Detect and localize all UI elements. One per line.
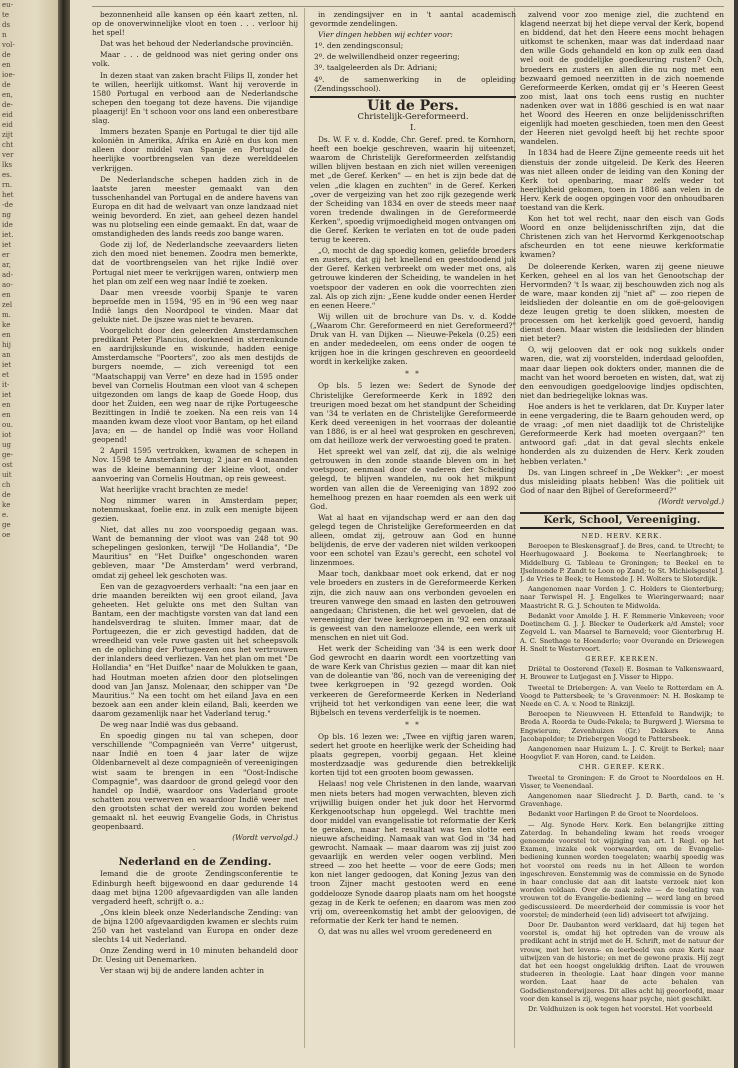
left-page-fragment: ge-	[2, 451, 13, 459]
left-page-fragment: rn.	[2, 181, 13, 189]
paragraph: Voorgelicht door den geleerden Amsterdamschen predikant Peter Plancius, doorkneed in sterrenkunde en aardrijkskunde en wiskunde, hadden eenige Amsterdamsche "Poorters", zoo als men destijds de burgers noemde, — zich vereenigd tot een "Maatschappij van Verre" en deze had in 1595 onder bevel van Cornelis Houtman een vloot van 4 schepen uitgezonden om langs de kaap de Goede Hoop, dus door het Zuiden, een weg naar de rijke Portugeesche Bezittingen in Indië te zoeken. Na een reis van 14 maanden kwam deze vloot voor Bantam, op het eiland Java; en — de handel op Indië was voor Holland geopend!	[92, 326, 298, 445]
column-1	[92, 10, 298, 1050]
left-page-fragment: uit	[2, 471, 12, 479]
paragraph: Niet, dat alles nu zoo voorspoedig gegaan was. Want de bemanning der vloot was van 248 tot 90 schepelingen geslonken, terwijl "De Hollandia", "De Mauritius" en "Het Duifke" ongeschonden waren gebleven, maar "De Amsterdam" werd verbrand, omdat zij geheel lek geschoten was.	[92, 525, 298, 580]
left-page-fragment: iot	[2, 431, 12, 439]
left-page-fragment: en	[2, 411, 11, 419]
left-page-fragment: m.	[2, 311, 11, 319]
left-page-fragment: iet.	[2, 231, 14, 239]
left-page-fragment: ad-	[2, 271, 14, 279]
left-page-fragment: zijt	[2, 131, 13, 139]
paragraph: O, dat was nu alles wel vroom geredeneerd en	[318, 926, 492, 936]
paragraph: Op bls. 16 lezen we: „Twee en vijftig jaren waren, sedert het groote en heerlijke werk der Scheiding had plaats gegrepen, voorbij gegaan. Het kleine mosterdzaadje was gedurende dien betrekkelijk korten tijd tot een grooten boom gewassen.	[310, 731, 516, 778]
column-2	[310, 10, 516, 1050]
section-heading-uit-de-pers: Uit de Pers.	[367, 97, 459, 114]
paragraph: Immers bezaten Spanje en Portugal te dier tijd alle koloniën in Amerika, Afrika en Azië en dus kon men alleen door middel van Spanje en Portugal de heerlijke voortbrengselen van deze werelddeelen verkrijgen.	[92, 127, 298, 173]
left-page-fragment: er	[2, 251, 10, 259]
notice-item: Dr. Veldhuizen is ook tegen het voorstel. Het voorbeeld	[528, 1005, 713, 1014]
left-page-fragment: de-	[2, 101, 13, 109]
left-page-fragment: ver	[2, 151, 14, 159]
left-page-fragment: ost	[2, 461, 13, 469]
left-page-fragment: ng	[2, 211, 11, 219]
to-be-continued: (Wordt vervolgd.)	[658, 496, 724, 506]
paragraph: En spoedig gingen nu tal van schepen, door verschillende "Compagnieën van Verre" uitgerust, naar Indië en toen 4 jaar later de wijze Oldenbarnevelt al deze compagnieën of vereenigingen wist saam te brengen in een "Oost-Indische Compagnie", was daardoor de grond gelegd voor den handel op Indië, waardoor ons Vaderland groote schatten zou verwerven en waardoor Indië weer met den grootsten schat der wereld zou worden bekend gemaakt nl. het eeuwig Evangelie Gods, in Christus geopenbaard.	[92, 731, 298, 832]
left-page-fragment: lks	[2, 161, 13, 169]
paragraph: „O, mocht de dag spoedig komen, geliefde broeders en zusters, dat gij het knellend en geestdoodend juk der Geref. Kerken verbreekt om weder met ons, als getrouwe kinderen der Scheiding, te wandelen in het voetspoor der vaderen en ook die voorrechten zien zal. Als op zich zijn: „Eene kudde onder eenen Herder en eenen Heere."	[310, 246, 516, 310]
paragraph: Ver staan wij bij de andere landen achter in	[100, 966, 265, 976]
left-page-fragment: cht	[2, 141, 14, 149]
left-page-fragment: de	[2, 81, 11, 89]
left-page-fragment: ke	[2, 321, 11, 329]
paragraph: Op bls. 5 lezen we: Sedert de Synode der Christelijke Gereformeerde Kerk in 1892 den treurigen moed bezat om het standpunt der Scheiding van '34 te verlaten en de Christelijke Gereformeerde Kerk deed vereenigen in het voorraas der doleantie van 1886, is er al heel wat gesproken en geschreven, om dat heilloze werk der verwoesting goed te praten.	[310, 381, 516, 446]
left-page-fragment: ioe-	[2, 71, 15, 79]
column-separator	[304, 8, 305, 1048]
left-page-fragment: oe	[2, 531, 11, 539]
subheading: NED. HERV. KERK.	[581, 532, 663, 541]
notice-item: Beroepen te Bleskensgraaf J. de Bres, cand. te Utrecht; te Heerhugowaard J. Boekema te Neerlangbroek; te Middelburg G. Tableau te Groningen; te Beekel en te IJselmonde P. Zandt te Loon op Zand; te St. Michielsgestel J. J. de Vries te Beek; te Hemstede J. H. Wolters te Sloterdijk.	[520, 542, 724, 584]
left-page-fragment: en	[2, 331, 11, 339]
notice-item: Bedankt voor Harlingen P. de Groot te Noordeloos.	[528, 810, 699, 819]
paragraph: De weg naar Indië was dus gebaand.	[100, 720, 239, 730]
left-page-fragment: et	[2, 371, 9, 379]
paragraph: Maar . . . de geldnood was niet gering onder ons volk.	[92, 50, 298, 69]
left-page-fragment: n	[2, 31, 7, 39]
list-intro: Vier dingen hebben wij echter voor:	[318, 30, 453, 40]
article-heading-zending: Nederland en de Zending.	[118, 856, 272, 869]
left-page-fragment: en	[2, 291, 11, 299]
list-item: 4º. de samenwerking in de opleiding (Zendingsschool).	[314, 74, 516, 93]
paragraph: zalvend voor zoo menige ziel, die zuchtend en klagend neerzat bij het diepe verval der Kerk, bopend en biddend, dat het den Heere eens mocht behagen uitkomst te schenken, maar was dat inderdaad naar den wille Gods gehandeld en kon op zulk een daad wel ooit de goddelijke goedkeuring rusten? Och, broeders en zusters en allen die nu nog met een bezwaard gemoed neerzitten in de zich noemende Gereformeerde Kerken, omdat gij er 's Heeren Geest zoo mist, laat ons toch eens rustig en nuchter nadenken over wat in 1886 geschied is en wat naar het Woord des Heeren en onze belijdenisschriften eigenlijk had moeten geschieden, toen men den Geest der Heeren niet gevolgd heeft bij het rechte spoor wandelen.	[520, 10, 724, 147]
subheading: GEREF. KERKEN.	[585, 654, 659, 663]
left-page-fragment: te	[2, 11, 9, 19]
column-3	[520, 10, 724, 1050]
section-heading-kerk: Kerk, School, Vereeniging.	[543, 513, 701, 526]
notice-item: Driëtal te Oosterend (Texel) E. Bosman te Valkenswaard, H. Brouwer te Lutjegast en J. Visser te Hippo.	[520, 665, 724, 682]
left-page-fragment: het	[2, 191, 14, 199]
paragraph: Onze Zending werd in 10 minuten behandeld door Dr. Uesing uit Denemarken.	[92, 946, 298, 965]
paragraph: Kon het tot wel recht, naar den eisch van Gods Woord en onze belijdenisschriften zijn, dat die Christenen zich van het Hervormd Kerkgenootschap afscheurden en tot eene nieuwe kerkformatie kwamen?	[520, 214, 724, 260]
paragraph: bezonnenheid alle kansen op één kaart zetten, nl. op de onoverwinnelijke vloot en toen . . . verloor hij het spel!	[92, 10, 298, 38]
paragraph: Wij willen uit de brochure van Ds. v. d. Kodde („Waarom Chr. Gereformeerd en niet Gereformeerd?" Druk van H. van Dijken — Nieuwe-Pekela (0.25) een en ander mededeelen, om eens onder de oogen te krijgen hoe in die kringen geschreven en geoordeeld wordt in kerkelijke zaken.	[310, 311, 516, 367]
left-page-fragment: en	[2, 61, 11, 69]
left-page-fragment: ug	[2, 441, 11, 449]
left-page-fragment: es.	[2, 171, 12, 179]
list-item: 1º. den zendingsconsul;	[314, 41, 404, 51]
paragraph: Een van de gezagvoerders verhaalt: "na een jaar en drie maanden bereikten wij een groot eiland, Java geheeten. Het gelukte ons met den Sultan van Bantam, een der machtigste vorsten van dat land een handelsverdrag te sluiten. Immer maar, dat de Portugeezen, die er zich gevestigd hadden, dat de wreedheid van vele ruwe gasten uit het scheepsvolk en de opliching der Portugeezen ons het vertrouwen der inlanders deed verliezen. Van het plan om met "De Hollandia" en "Het Duifke" naar de Molukken te gaan, had Houtman moeten afzien door den plotselingen dood van Jan Jansz. Molenaar, den schipper van "De Mauritius." Na een tocht om het eiland Java en een bezoek aan een ander klein eiland, Bali, keerden we daarom gezamenlijk naar het Vaderland terug."	[92, 581, 298, 718]
paragraph: Daar men vreesde voorbij Spanje te varen beproefde men in 1594, '95 en in '96 een weg naar Indië langs den Noordpool te vinden. Maar dat gelukte niet. De ijszee was niet te bevaren.	[92, 287, 298, 324]
left-page-fragment: ge	[2, 521, 11, 529]
paragraph: Ds. W. F. v. d. Kodde, Chr. Geref. pred. te Kornhorn, heeft een boekje geschreven, waarin hij uiteenzet, waarom de Christelijk Gereformeerden zelfstandig willen blijven bestaan en zich niet willen vereenigen met „de Geref. Kerken" — en het is zijn bede dat de velen „die klagen en zuchten" in de Geref. Kerken „over de vergeizing van het zoo rijk gezegende werk der Scheiding van 1834 en over de steeds meer naar voren tredende dwalingen in de Gereformeerde Kerken", spoedig vrijmoedigheid mogen ontvangen om die Geref. Kerken te verlaten en tot de oude paden terug te keeren.	[310, 135, 516, 245]
left-page-fragment: ou.	[2, 421, 13, 429]
paragraph: Helaas! nog vele Christenen in den lande, waarvan men niets beters had mogen verwachten, bleven zich vrijwillig buigen onder het juk door het Hervormd Kerkgenootschap hun opgelegd. Wel trachtte men door middel van evangelisatie tot reformatie der Kerk te geraken, maar het resultaat was ten slotte een nieuwe afscheiding. Namaak van wat God in '34 had gewrocht. Namaak — maar daarom was zij juist zoo gevaarlijk en werden veler oogen verblind. Men streed — zoo het heette — voor de eere Gods; men kon niet langer gedoogen, dat Koning Jezus van den troon Zijner macht gestooten werd en eene goddelooze Synode daarop plaats nam om het hoogste gezag in de Kerk te oefenen; en daarom was men zoo vrij om, overeenkomstig het ambt der geloovigen, de reformatie der Kerk ter hand te nemen.	[310, 779, 516, 925]
paragraph: In 1834 had de Heere Zijne gemeente reeds uit het dienstuis der zonde uitgeleid. De Kerk des Heeren was niet alleen onder de leiding van den Koning der Kerk tot openbaring, maar zelfs weder tot heerlijkheid gekomen, toen in 1886 aan velen in de Herv. Kerk de oogen opgingen voor den onhoudbaren toestand van die Kerk.	[520, 148, 724, 212]
left-page-fragment: it-	[2, 381, 10, 389]
paragraph: Gode zij lof, de Nederlandsche zeevaarders lieten zich den moed niet benemen. Zoodra men bemerkte, dat de voortbrengselen van het rijke Indië over Portugal niet meer te verkrijgen waren, ontwierp men het plan om zelf een weg naar Indië te zoeken.	[92, 240, 298, 286]
section-number: I.	[409, 122, 417, 133]
notice-item: Aangenomen naar Vorden J. C. Holders te Gienterburg; naar Terwispel H. J. Engelkes te Wieringerwaard; naar Maastricht R. G. J. Schouten te Midwolda.	[520, 585, 724, 610]
paragraph: Het werk der Scheiding van '34 is een werk door God gewrocht en daarin wordt een voortzetting van de ware Kerk van Christus gezien — maar dit kan niet van de doleantie van '86, noch van de vereeniging der twee kerkgroepen in '92 gezegd worden. Ook verkeeren de Gereformeerde Kerken in Nederland vrijheid tot het verkondigen van eene leer, die wat Bijbelsch en tevens verderfelijk is te noemen.	[310, 644, 516, 717]
left-page-fragment: ke	[2, 501, 11, 509]
left-page-fragment: ide	[2, 221, 13, 229]
paragraph: Wat heerlijke vracht brachten ze mede!	[100, 484, 249, 494]
separator-mark: * *	[405, 719, 421, 729]
left-page-fragment: en	[2, 401, 11, 409]
paragraph: Maar toch, dankbaar moet ook erkend, dat er nog vele broeders en zusters in de Gereformeerde Kerken zijn, die zich nauw aan ons verbonden gevoelen en treuren vanwege den smaad en lasten den getrouwen aangedaan; Christenen, die het wel gevoelen, dat de vereeniging der twee kerkgroepen in '92 een onzaak is geweest van den namelooze ellende, een werk uit menschen en niet uit God.	[310, 569, 516, 642]
paragraph: Hoe anders is het te verklaren, dat Dr. Kuyper later in eene vergadering, die te Baarn gehouden werd, op de vraag: „of men niet daadlijk tot de Christelijke Gereformeerde Kerk had moeten overgaan?" ten antwoord gaf: „dat in dat geval slechts enkele honderden als zu duizenden de Herv. Kerk zouden hebben verlaten."	[520, 401, 724, 466]
paragraph: Nog nimmer waren in Amsterdam peper, notenmuskaat, foelie enz. in zulk een menigte bijeen gezien.	[92, 495, 298, 523]
list-item: 3º. taalgeleerden als Dr. Adriani;	[314, 63, 438, 73]
paragraph: Het spreekt wel van zelf, dat zij, die als welnige getrouwen in den zonde staande bleven om in het voetspoor, eenmaal door de vaderen der Scheiding gelegd, te blijven wandelen, nu ook het mikpunt worden van allen die de Vereeniging van 1892 zoo hemelhoog prezen en haar roemden als een werk uit God.	[310, 447, 516, 511]
book-gutter	[58, 0, 70, 1068]
notice-item: Beroepen te Nieuwveen H. Ettenfeld te Randwijk; te Breda A. Roorda te Oude-Pekela; te Burgwerd J. Wiersma te Engwierum; Zevenhuizen (Gr.) Dekkers te Anna Jacobapolder; te Driebergen Voogd te Pattersbeek.	[520, 710, 724, 743]
separator-mark: ·	[192, 845, 198, 855]
notice-item: Tweetal te Groningen: F. de Groot te Noordeloos en H. Visser, te Veenendaal.	[520, 773, 724, 790]
notice-item: Aangenomen naar Huizum L. J. C. Kreijt te Berkel; naar Hoogvliet F. van Horen, cand. te Leiden.	[520, 744, 724, 762]
left-page-fragment: ds	[2, 21, 11, 29]
list-item: 2º. de welwillendheid onzer regeering;	[314, 52, 460, 62]
left-page-edge	[0, 0, 58, 1068]
left-page-fragment: an	[2, 351, 11, 359]
paragraph: in zendingsijver en in 't aantal academisch gevormde zendelingen.	[310, 10, 516, 29]
left-page-fragment: ar,	[2, 261, 11, 269]
left-page-fragment: de	[2, 491, 11, 499]
left-page-fragment: en,	[2, 91, 13, 99]
top-rule	[92, 6, 724, 7]
notice-item: Bedankt voor Amolde J. H. F. Remmerie Vinkeveen; voor Doetinchem G. J. J. Blecker te Ouderkerk a/d Amstel; voor Zegveld L. van Maarsel te Barneveld; voor Gienterbrug H. A. C. Snethage te Hoenderlo; voor Overande en Driewegen H. Snelt te Westervoort.	[520, 611, 724, 653]
left-page-fragment: de	[2, 51, 11, 59]
subheading: CHR. GEREF. KERK.	[578, 763, 666, 772]
left-page-fragment: zel	[2, 301, 13, 309]
left-page-fragment: eid	[2, 111, 13, 119]
paragraph: Ds. van Lingen schreef in „De Wekker": „er moest dus misleiding plaats hebben! Was die politiek uit God of naar den Bijbel of Gereformeerd?"	[520, 467, 724, 495]
notice-item: Door Dr. Daubanton werd verklaard, dat hij tegen het voorstel is, omdat hij het optreden van de vrouw als predikant acht in strijd met de H. Schrift, met de natuur der vrouw, met het levens- en leerbeeld van onze Kerk naar uitwijzen van de historie; en met de gewone praxis. Hij zegt dat het een hoogst ongelukkig driften. Laat de vrouwen studeeren in theologie. Laat haar dingen voor manne worden. Laat haar de acte behalen van Godsdienstonderwijzeres. Dit alles acht hij geoorloofd, maar voor den kansel is zij, wegens haar psyche, niet geschikt.	[520, 921, 724, 1003]
left-page-fragment: iet	[2, 391, 12, 399]
notice-item: — Alg. Synode Herv. Kerk. Een belangrijke zitting Zaterdag. In behandeling kwam het reeds vroeger genoemde voorstel tot wijziging van art. 1 Regl. op het Examen, inzake ook voorwaarden, om de Evangelie-bediening kunnen worden toegelaten; waarbij spoedig was het voorstel om reeds nu in het Alleen te worden ingeschreven. Eenstemmig was de commissie en de Synode in haar conclusie dat aan dit laatste verzoek niet kon worden voldaan. Over de zaak zelve — de toelating van vrouwen tot de Evangelie-bediening — werd lang en breed gediscussieerd. De meerderheid der commissie is voor het voorstel; de minderheid (een lid) adviseert tot afwijzing.	[520, 820, 724, 919]
paragraph: De doleerende Kerken, waren zij geene nieuwe Kerken, geheel en al los van het Genootschap der Hervormden? 't Is waar, zij beschouwden zich nog als de ware, maar konden zij "niet af" — zoo riepen de leidslieden der doleantie en om de goë-geloovigen deze leugen gretig te doen slikken, moesten de processen om het kerkelijk goed gevoerd, handig dienst doen. Maar wisten die leidslieden der blinden niet beter?	[520, 261, 724, 344]
subheading: Christelijk-Gereformeerd.	[357, 111, 469, 122]
paragraph: O, wij gelooven dat er ook nog sukkels onder waren, die, wat zij voorstelden, inderdaad geloofden, maar daar liepen ook dokters onder, mannen die de macht van het woord beroeten en wisten, dat, wat zij den eenvoudigen goedgeloovige lindjes opdischten, niet dan bedriegelijke loknas was.	[520, 345, 724, 400]
paragraph: De Nederlandsche schepen hadden zich in de laatste jaren meester gemaakt van den tusschenhandel van Portugal en de andere havens van Europa en dit had de welvaart van onze landzaad niet weinig bevorderd. En ziet, aan geheel dezen handel was nu plotseling een einde gemaakt. En dat, waar de omstandigheden des lands reeds zoo bange waren.	[92, 174, 298, 239]
separator-mark: * *	[405, 369, 421, 379]
left-page-fragment: vol-	[2, 41, 15, 49]
left-page-fragment: eu-	[2, 1, 14, 9]
notice-item: Tweetal te Driebergen: A. van Veelo te Rotterdam en A. Voogd te Pattersbeek; te 's Gravenmoer: N. H. Boskamp te Neede en C. A. v. Nood te Rinkzijl.	[520, 683, 724, 708]
kerk-heading-box	[520, 512, 724, 529]
left-page-fragment: ao-	[2, 281, 13, 289]
left-page-fragment: iet	[2, 361, 12, 369]
newspaper-page	[70, 0, 734, 1068]
paragraph: 2 April 1595 vertrokken, kwamen de schepen in Nov. 1598 te Amsterdam terug; 2 jaar en 4 maanden was de kleine bemanning der kleine vloot, onder aanvoering van Cornelis Houtman, op reis geweest.	[92, 446, 298, 483]
left-page-fragment: ch	[2, 481, 11, 489]
left-page-fragment: iet	[2, 241, 12, 249]
paragraph: Wat al haat en vijandschap werd er aan den dag gelegd tegen de Christelijke Gereformeerden en dat alleen, omdat zij, getrouw aan God en hunne belijdenis, de erve der vaderen niet wilden verkoopen voor een schotel van Ezau's gerecht, een schotel vol linzenmoes.	[310, 512, 516, 568]
paragraph: „Ons klein bleek onze Nederlandsche Zending: van de bijna 1200 afgevaardigden kwamen er slechts ruim 250 van het vasteland van Europa en onder deze slechts 14 uit Nederland.	[92, 907, 298, 945]
left-page-fragment: e.	[2, 511, 9, 519]
left-page-fragment: eid	[2, 121, 13, 129]
paragraph: Iemand die de groote Zendingsconferentie te Edinburgh heeft bijgewoond en daar gedurende 14 daag met bijna 1200 afgevaardigden van alle landen vergaderd heeft, schrijft o. a.:	[92, 869, 298, 906]
paragraph: In dezen staat van zaken bracht Filips II, zonder het te willen, heerlijk uitkomst. Want hij veroverde in 1580 Portugal en verbood aan de Nederlandsche schepen den toegang tot deze havens. Die vijandige plaagerij! En 't schoon voor ons land een onberestbare slag.	[92, 70, 298, 126]
paragraph: Dat was het behoud der Nederlandsche provinciën.	[100, 39, 294, 49]
left-page-fragment: hij	[2, 341, 11, 349]
to-be-continued: (Wordt vervolgd.)	[232, 833, 298, 843]
left-page-fragment: -de	[2, 201, 13, 209]
notice-item: Aangenomen naar Sliedrecht J. D. Barth, cand. te 's Gravenhage.	[520, 791, 724, 809]
